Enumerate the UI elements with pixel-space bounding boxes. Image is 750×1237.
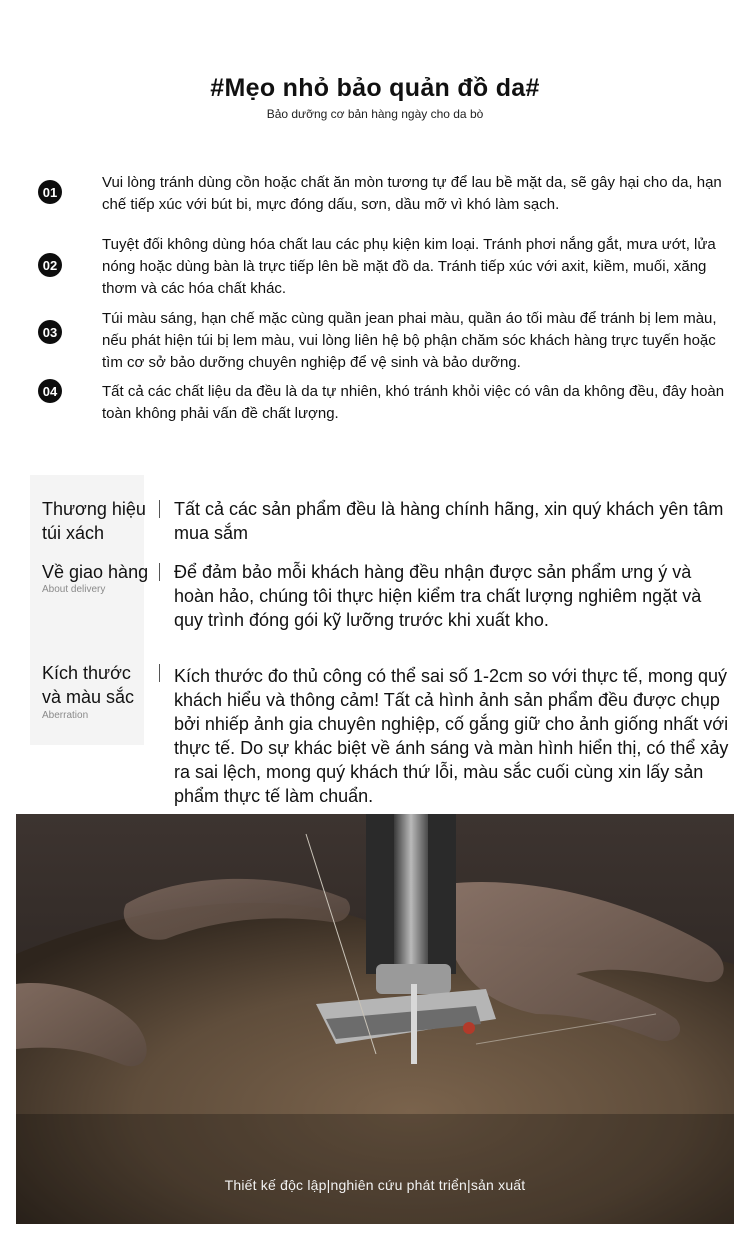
info-label: Kích thước và màu sắc	[42, 663, 135, 707]
info-divider	[159, 500, 160, 518]
tip-text: Tuyệt đối không dùng hóa chất lau các phụ kiện kim loại. Tránh phơi nắng gắt, mưa ướt, lửa nóng hoặc dùng bàn là trực tiếp lên bề mặt đồ da. Tránh tiếp xúc với axit, kiềm, muối, xăng thơm và các hóa chất khác.	[102, 236, 716, 297]
tip-text: Tất cả các chất liệu da đều là da tự nhiên, khó tránh khỏi việc có vân da không đều, đây hoàn toàn không phải vấn đề chất lượng.	[102, 383, 725, 422]
info-sublabel: Aberration	[42, 710, 89, 721]
info-text: Tất cả các sản phẩm đều là hàng chính hãng, xin quý khách yên tâm mua sắm	[174, 499, 724, 543]
tip-number-badge: 01	[38, 180, 62, 204]
page-title: #Mẹo nhỏ bảo quản đồ da#	[210, 74, 540, 102]
info-label: Thương hiệu túi xách	[42, 499, 146, 543]
page-subtitle: Bảo dưỡng cơ bản hàng ngày cho da bò	[266, 107, 484, 121]
info-divider	[159, 563, 160, 581]
tip-number-badge: 03	[38, 320, 62, 344]
sewing-photo	[16, 814, 734, 1224]
info-text: Kích thước đo thủ công có thể sai số 1-2cm so với thực tế, mong quý khách hiểu và thông cảm! Tất cả hình ảnh sản phẩm đều được chụp bởi nhiếp ảnh gia chuyên nghiệp, cố gắng giữ cho ảnh giống nhất với thực tế. Do sự khác biệt về ánh sáng và màn hình hiển thị, có thể xảy ra sai lệch, mong quý khách thứ lỗi, màu sắc cuối cùng xin lấy sản phẩm thực tế làm chuẩn.	[174, 666, 729, 806]
tip-text: Vui lòng tránh dùng cồn hoặc chất ăn mòn tương tự để lau bề mặt da, sẽ gây hại cho da, hạn chế tiếp xúc với bút bi, mực đóng dấu, sơn, dầu mỡ vì khó làm sạch.	[102, 174, 722, 213]
info-sublabel: About delivery	[42, 584, 106, 595]
tip-number-badge: 04	[38, 379, 62, 403]
tip-number-badge: 02	[38, 253, 62, 277]
tip-text: Túi màu sáng, hạn chế mặc cùng quần jean phai màu, quần áo tối màu để tránh bị lem màu, nếu phát hiện túi bị lem màu, vui lòng liên hệ bộ phận chăm sóc khách hàng trực tuyến hoặc tìm cơ sở bảo dưỡng chuyên nghiệp để vệ sinh và bảo dưỡng.	[102, 310, 717, 371]
info-text: Để đảm bảo mỗi khách hàng đều nhận được sản phẩm ưng ý và hoàn hảo, chúng tôi thực hiện kiểm tra chất lượng nghiêm ngặt và quy trình đóng gói kỹ lưỡng trước khi xuất kho.	[174, 562, 702, 630]
info-divider	[159, 664, 160, 682]
sewing-machine-photo-icon	[16, 814, 734, 1224]
photo-caption: Thiết kế độc lập|nghiên cứu phát triển|sản xuất	[224, 1177, 526, 1193]
info-label: Về giao hàng	[42, 562, 149, 582]
